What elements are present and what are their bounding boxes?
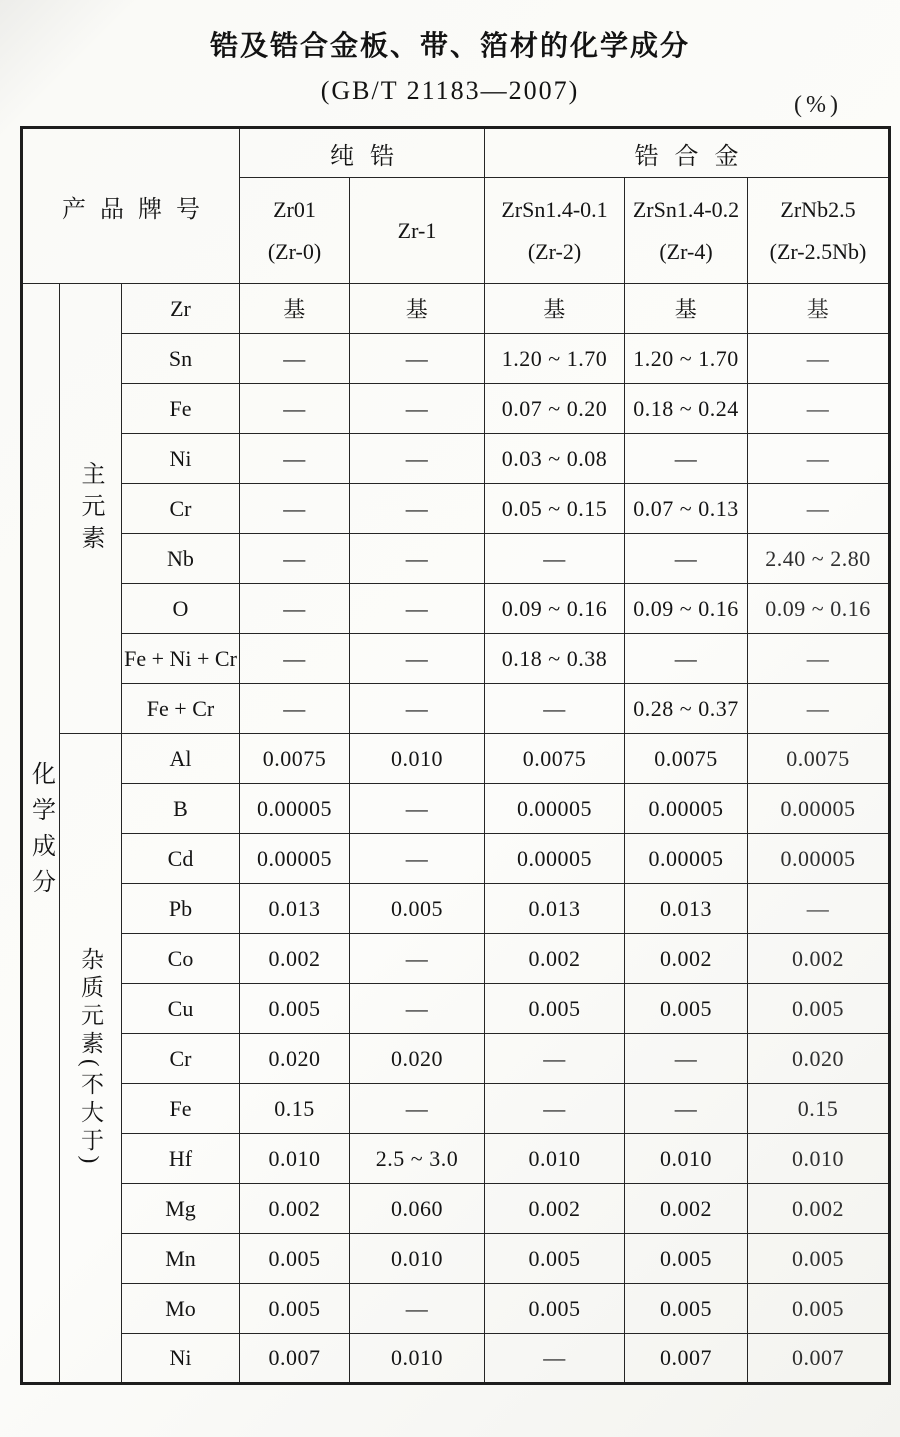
element-symbol-cell: Fe + Ni + Cr [122,634,240,684]
value-cell: 0.010 [485,1134,625,1184]
value-cell: — [350,784,485,834]
table-row [22,784,890,834]
element-symbol-cell: Cu [122,984,240,1034]
value-cell: 0.002 [240,1184,350,1234]
value-cell: 0.03 ~ 0.08 [485,434,625,484]
value-cell: — [485,1034,625,1084]
grade-alias: (Zr-4) [659,238,713,264]
value-cell: 0.005 [748,1234,890,1284]
value-cell: 0.007 [748,1334,890,1384]
value-cell: 0.005 [485,984,625,1034]
value-cell: — [350,334,485,384]
value-cell: 0.013 [240,884,350,934]
value-cell: 0.00005 [625,834,748,884]
element-symbol-cell: Sn [122,334,240,384]
element-symbol-cell: Fe [122,384,240,434]
element-symbol-cell: Mn [122,1234,240,1284]
value-cell: — [748,484,890,534]
value-cell: — [485,1334,625,1384]
value-cell: 0.07 ~ 0.13 [625,484,748,534]
group-label-impurity-elements [60,734,122,1384]
element-symbol-cell: Cr [122,484,240,534]
value-cell: 0.002 [625,1184,748,1234]
value-cell: 0.07 ~ 0.20 [485,384,625,434]
value-cell: — [485,1084,625,1134]
element-symbol-cell: Fe + Cr [122,684,240,734]
element-symbol-cell: Al [122,734,240,784]
table-row [22,1034,890,1084]
table-row [22,884,890,934]
element-symbol-cell: Co [122,934,240,984]
element-symbol-cell: Cd [122,834,240,884]
element-symbol-cell: O [122,584,240,634]
standard-number: (GB/T 21183—2007) [320,76,580,105]
value-cell: — [350,984,485,1034]
value-cell: — [240,584,350,634]
value-cell: 0.00005 [485,784,625,834]
value-cell: — [748,684,890,734]
grade-header-zr01 [240,178,350,284]
value-cell: 1.20 ~ 1.70 [485,334,625,384]
value-cell: — [240,384,350,434]
element-symbol-cell: Hf [122,1134,240,1184]
value-cell: 基 [240,284,350,334]
group-header-zirconium-alloy: 锆合金 [485,128,890,178]
grade-alias: (Zr-2) [527,238,582,264]
value-cell: 0.0075 [240,734,350,784]
element-symbol-cell: Cr [122,1034,240,1084]
value-cell: 0.00005 [748,784,890,834]
value-cell: 0.010 [748,1134,890,1184]
value-cell: — [240,334,350,384]
value-cell: 0.020 [748,1034,890,1084]
value-cell: 0.00005 [485,834,625,884]
table-row [22,834,890,884]
value-cell: 0.28 ~ 0.37 [625,684,748,734]
side-label-text: 化学成分 [27,761,54,905]
value-cell: 0.002 [625,934,748,984]
table-row [22,684,890,734]
value-cell: 0.00005 [748,834,890,884]
value-cell: 基 [485,284,625,334]
table-row [22,1084,890,1134]
value-cell: — [350,1084,485,1134]
value-cell: 0.002 [748,934,890,984]
value-cell: 0.007 [625,1334,748,1384]
product-grade-corner-cell: 产品牌号 [22,128,240,284]
composition-table [20,126,891,1385]
value-cell: — [625,1034,748,1084]
value-cell: 2.40 ~ 2.80 [748,534,890,584]
value-cell: — [625,1084,748,1134]
group-label-text: 杂质元素(不大于) [78,947,103,1169]
value-cell: 0.005 [748,984,890,1034]
table-row [22,934,890,984]
value-cell: 0.18 ~ 0.38 [485,634,625,684]
value-cell: 0.15 [748,1084,890,1134]
value-cell: 0.09 ~ 0.16 [625,584,748,634]
table-row [22,484,890,534]
value-cell: 0.010 [625,1134,748,1184]
value-cell: — [240,484,350,534]
value-cell: 0.0075 [485,734,625,784]
grade-name: ZrSn1.4-0.1 [501,196,608,222]
grade-header-zrnb25 [748,178,890,284]
value-cell: 0.013 [485,884,625,934]
value-cell: — [625,434,748,484]
element-symbol-cell: Mo [122,1284,240,1334]
group-header-pure-zirconium: 纯锆 [240,128,485,178]
value-cell: — [748,884,890,934]
value-cell: 0.002 [240,934,350,984]
grade-header-zr1 [350,178,485,284]
value-cell: — [350,634,485,684]
table-row [22,284,890,334]
value-cell: — [625,534,748,584]
value-cell: 2.5 ~ 3.0 [350,1134,485,1184]
value-cell: 基 [625,284,748,334]
value-cell: 0.005 [240,984,350,1034]
value-cell: — [748,334,890,384]
value-cell: 0.005 [485,1284,625,1334]
value-cell: 0.007 [240,1334,350,1384]
value-cell: — [350,484,485,534]
value-cell: — [240,634,350,684]
grade-name: ZrSn1.4-0.2 [632,196,740,222]
table-row [22,334,890,384]
value-cell: 0.010 [350,1234,485,1284]
percent-unit-label: (%) [794,92,842,118]
value-cell: 0.010 [350,734,485,784]
value-cell: 0.18 ~ 0.24 [625,384,748,434]
table-row [22,384,890,434]
subtitle-row [0,76,900,116]
element-symbol-cell: Pb [122,884,240,934]
value-cell: — [350,534,485,584]
value-cell: — [240,684,350,734]
value-cell: 0.020 [350,1034,485,1084]
element-symbol-cell: B [122,784,240,834]
value-cell: — [625,634,748,684]
value-cell: 0.010 [240,1134,350,1184]
element-symbol-cell: Ni [122,1334,240,1384]
value-cell: — [485,684,625,734]
value-cell: 0.060 [350,1184,485,1234]
value-cell: — [350,584,485,634]
value-cell: 0.013 [625,884,748,934]
value-cell: 1.20 ~ 1.70 [625,334,748,384]
grade-header-zrsn14-02 [625,178,748,284]
table-row [22,584,890,634]
grade-header-zrsn14-01 [485,178,625,284]
value-cell: 0.005 [748,1284,890,1334]
grade-alias: (Zr-2.5Nb) [769,238,867,264]
table-row [22,434,890,484]
value-cell: — [240,434,350,484]
table-row [22,1234,890,1284]
grade-name: Zr-1 [397,217,437,243]
value-cell: 0.09 ~ 0.16 [748,584,890,634]
table-row [22,1334,890,1384]
group-label-main-elements [60,284,122,734]
element-symbol-cell: Fe [122,1084,240,1134]
table-row [22,1134,890,1184]
value-cell: 0.010 [350,1334,485,1384]
value-cell: 0.0075 [748,734,890,784]
value-cell: 0.020 [240,1034,350,1084]
value-cell: 0.005 [240,1234,350,1284]
table-row [22,984,890,1034]
value-cell: 基 [350,284,485,334]
value-cell: — [350,834,485,884]
value-cell: 0.005 [350,884,485,934]
group-label-text: 主元素 [77,460,103,557]
table-row [22,1184,890,1234]
value-cell: 0.005 [625,984,748,1034]
value-cell: 0.00005 [240,784,350,834]
value-cell: 0.005 [485,1234,625,1284]
value-cell: 基 [748,284,890,334]
element-symbol-cell: Mg [122,1184,240,1234]
grade-alias: (Zr-0) [267,238,322,264]
value-cell: — [485,534,625,584]
value-cell: — [748,634,890,684]
value-cell: 0.002 [485,1184,625,1234]
value-cell: 0.15 [240,1084,350,1134]
value-cell: 0.002 [748,1184,890,1234]
element-symbol-cell: Ni [122,434,240,484]
value-cell: — [748,384,890,434]
value-cell: — [350,1284,485,1334]
value-cell: — [350,384,485,434]
value-cell: 0.00005 [240,834,350,884]
table-row [22,534,890,584]
value-cell: — [748,434,890,484]
value-cell: — [350,684,485,734]
value-cell: 0.005 [240,1284,350,1334]
value-cell: 0.0075 [625,734,748,784]
table-row [22,1284,890,1334]
document-title: 锆及锆合金板、带、箔材的化学成分 [209,31,690,62]
grade-name: ZrNb2.5 [780,196,856,222]
side-label-chemical-composition [22,284,60,1384]
value-cell: — [350,934,485,984]
table-row [22,734,890,784]
value-cell: 0.005 [625,1284,748,1334]
value-cell: 0.09 ~ 0.16 [485,584,625,634]
value-cell: — [350,434,485,484]
table-row [22,634,890,684]
value-cell: 0.05 ~ 0.15 [485,484,625,534]
grade-name: Zr01 [273,196,316,222]
value-cell: 0.002 [485,934,625,984]
value-cell: 0.00005 [625,784,748,834]
value-cell: 0.005 [625,1234,748,1284]
value-cell: — [240,534,350,584]
element-symbol-cell: Nb [122,534,240,584]
element-symbol-cell: Zr [122,284,240,334]
